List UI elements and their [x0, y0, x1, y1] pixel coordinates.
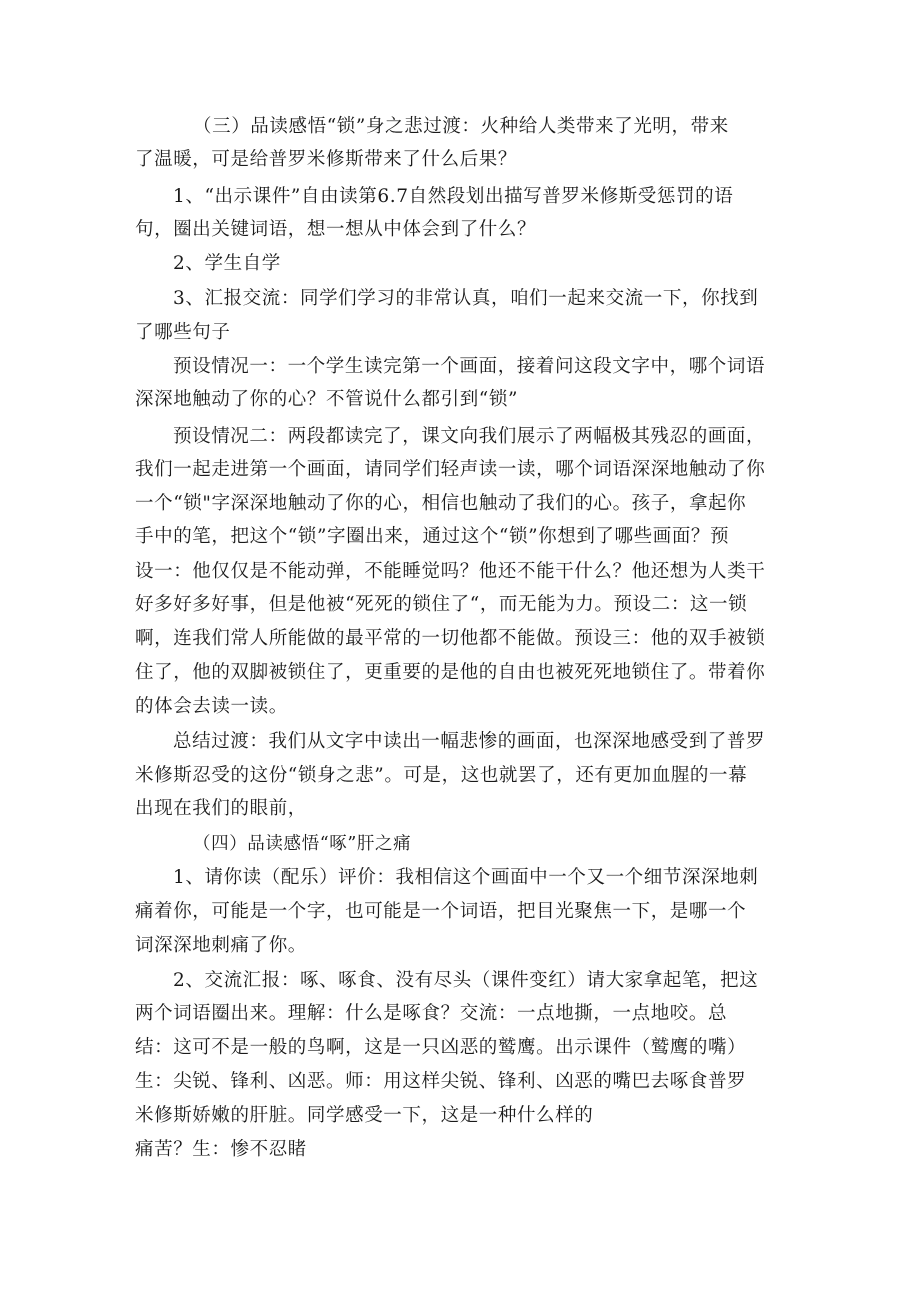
- paragraph-line: 两个词语圈出来。理解：什么是啄食？交流：一点地撕，一点地咬。总: [135, 1003, 728, 1024]
- paragraph-line: 住了，他的双脚被锁住了，更重要的是他的自由也被死死地锁住了。带着你: [135, 662, 766, 683]
- paragraph-line: 2、学生自学: [173, 253, 281, 274]
- paragraph-line: 出现在我们的眼前，: [135, 798, 307, 819]
- paragraph-line: 预设情况一：一个学生读完第一个画面，接着问这段文字中，哪个词语: [173, 356, 766, 377]
- paragraph-line: 好多好多好事，但是他被“死死的锁住了“，而无能为力。预设二：这一锁: [135, 594, 748, 615]
- paragraph-line: 我们一起走进第一个画面，请同学们轻声读一读，哪个词语深深地触动了你: [135, 459, 766, 480]
- section-heading-3: （三）品读感悟“锁”身之悲过渡：火种给人类带来了光明，带来: [193, 116, 729, 137]
- paragraph-line: 的体会去读一读。: [135, 696, 288, 717]
- paragraph-line: 米修斯忍受的这份“锁身之悲”。可是，这也就罢了，还有更加血腥的一幕: [135, 765, 748, 786]
- paragraph-line: 痛着你，可能是一个字，也可能是一个词语，把目光聚焦一下，是哪一个: [135, 901, 747, 922]
- paragraph-line: 米修斯娇嫩的肝脏。同学感受一下，这是一种什么样的: [135, 1105, 594, 1126]
- section-heading-4: （四）品读感悟“啄”肝之痛: [193, 834, 412, 854]
- paragraph-line: 预设情况二：两段都读完了，课文向我们展示了两幅极其残忍的画面，: [173, 426, 766, 447]
- paragraph-line: 一个“锁"字深深地触动了你的心，相信也触动了我们的心。孩子，拿起你: [135, 493, 747, 514]
- paragraph-line: 深深地触动了你的心？不管说什么都引到“锁”: [135, 389, 519, 410]
- paragraph-line: 了温暖，可是给普罗米修斯带来了什么后果？: [135, 149, 518, 170]
- paragraph-line: 3、汇报交流：同学们学习的非常认真，咱们一起来交流一下，你找到: [173, 288, 759, 309]
- paragraph-line: 总结过渡：我们从文字中读出一幅悲惨的画面，也深深地感受到了普罗: [173, 731, 766, 752]
- paragraph-line: 设一：他仅仅是不能动弹，不能睡觉吗？他还不能干什么？他还想为人类干: [135, 561, 766, 582]
- paragraph-line: 2、交流汇报：啄、啄食、没有尽头（课件变红）请大家拿起笔，把这: [173, 970, 759, 991]
- paragraph-line: 1、“出示课件”自由读第6.7自然段划出描写普罗米修斯受惩罚的语: [173, 186, 734, 207]
- paragraph-line: 手中的笔，把这个“锁”字圈出来，通过这个“锁”你想到了哪些画面？预: [135, 526, 730, 547]
- paragraph-line: 啊，连我们常人所能做的最平常的一切他都不能做。预设三：他的双手被锁: [135, 628, 766, 649]
- paragraph-line: 结：这可不是一般的鸟啊，这是一只凶恶的鹫鹰。出示课件（鹫鹰的嘴）: [135, 1037, 747, 1058]
- paragraph-line: 1、请你读（配乐）评价：我相信这个画面中一个又一个细节深深地刺: [173, 867, 759, 888]
- paragraph-line: 生：尖锐、锋利、凶恶。师：用这样尖锐、锋利、凶恶的嘴巴去啄食普罗: [135, 1071, 747, 1092]
- paragraph-line: 句，圈出关键词语，想一想从中体会到了什么？: [135, 219, 537, 240]
- paragraph-line: 词深深地刺痛了你。: [135, 935, 307, 956]
- paragraph-line: 痛苦？生：惨不忍睹: [135, 1139, 307, 1160]
- paragraph-line: 了哪些句子: [135, 322, 231, 343]
